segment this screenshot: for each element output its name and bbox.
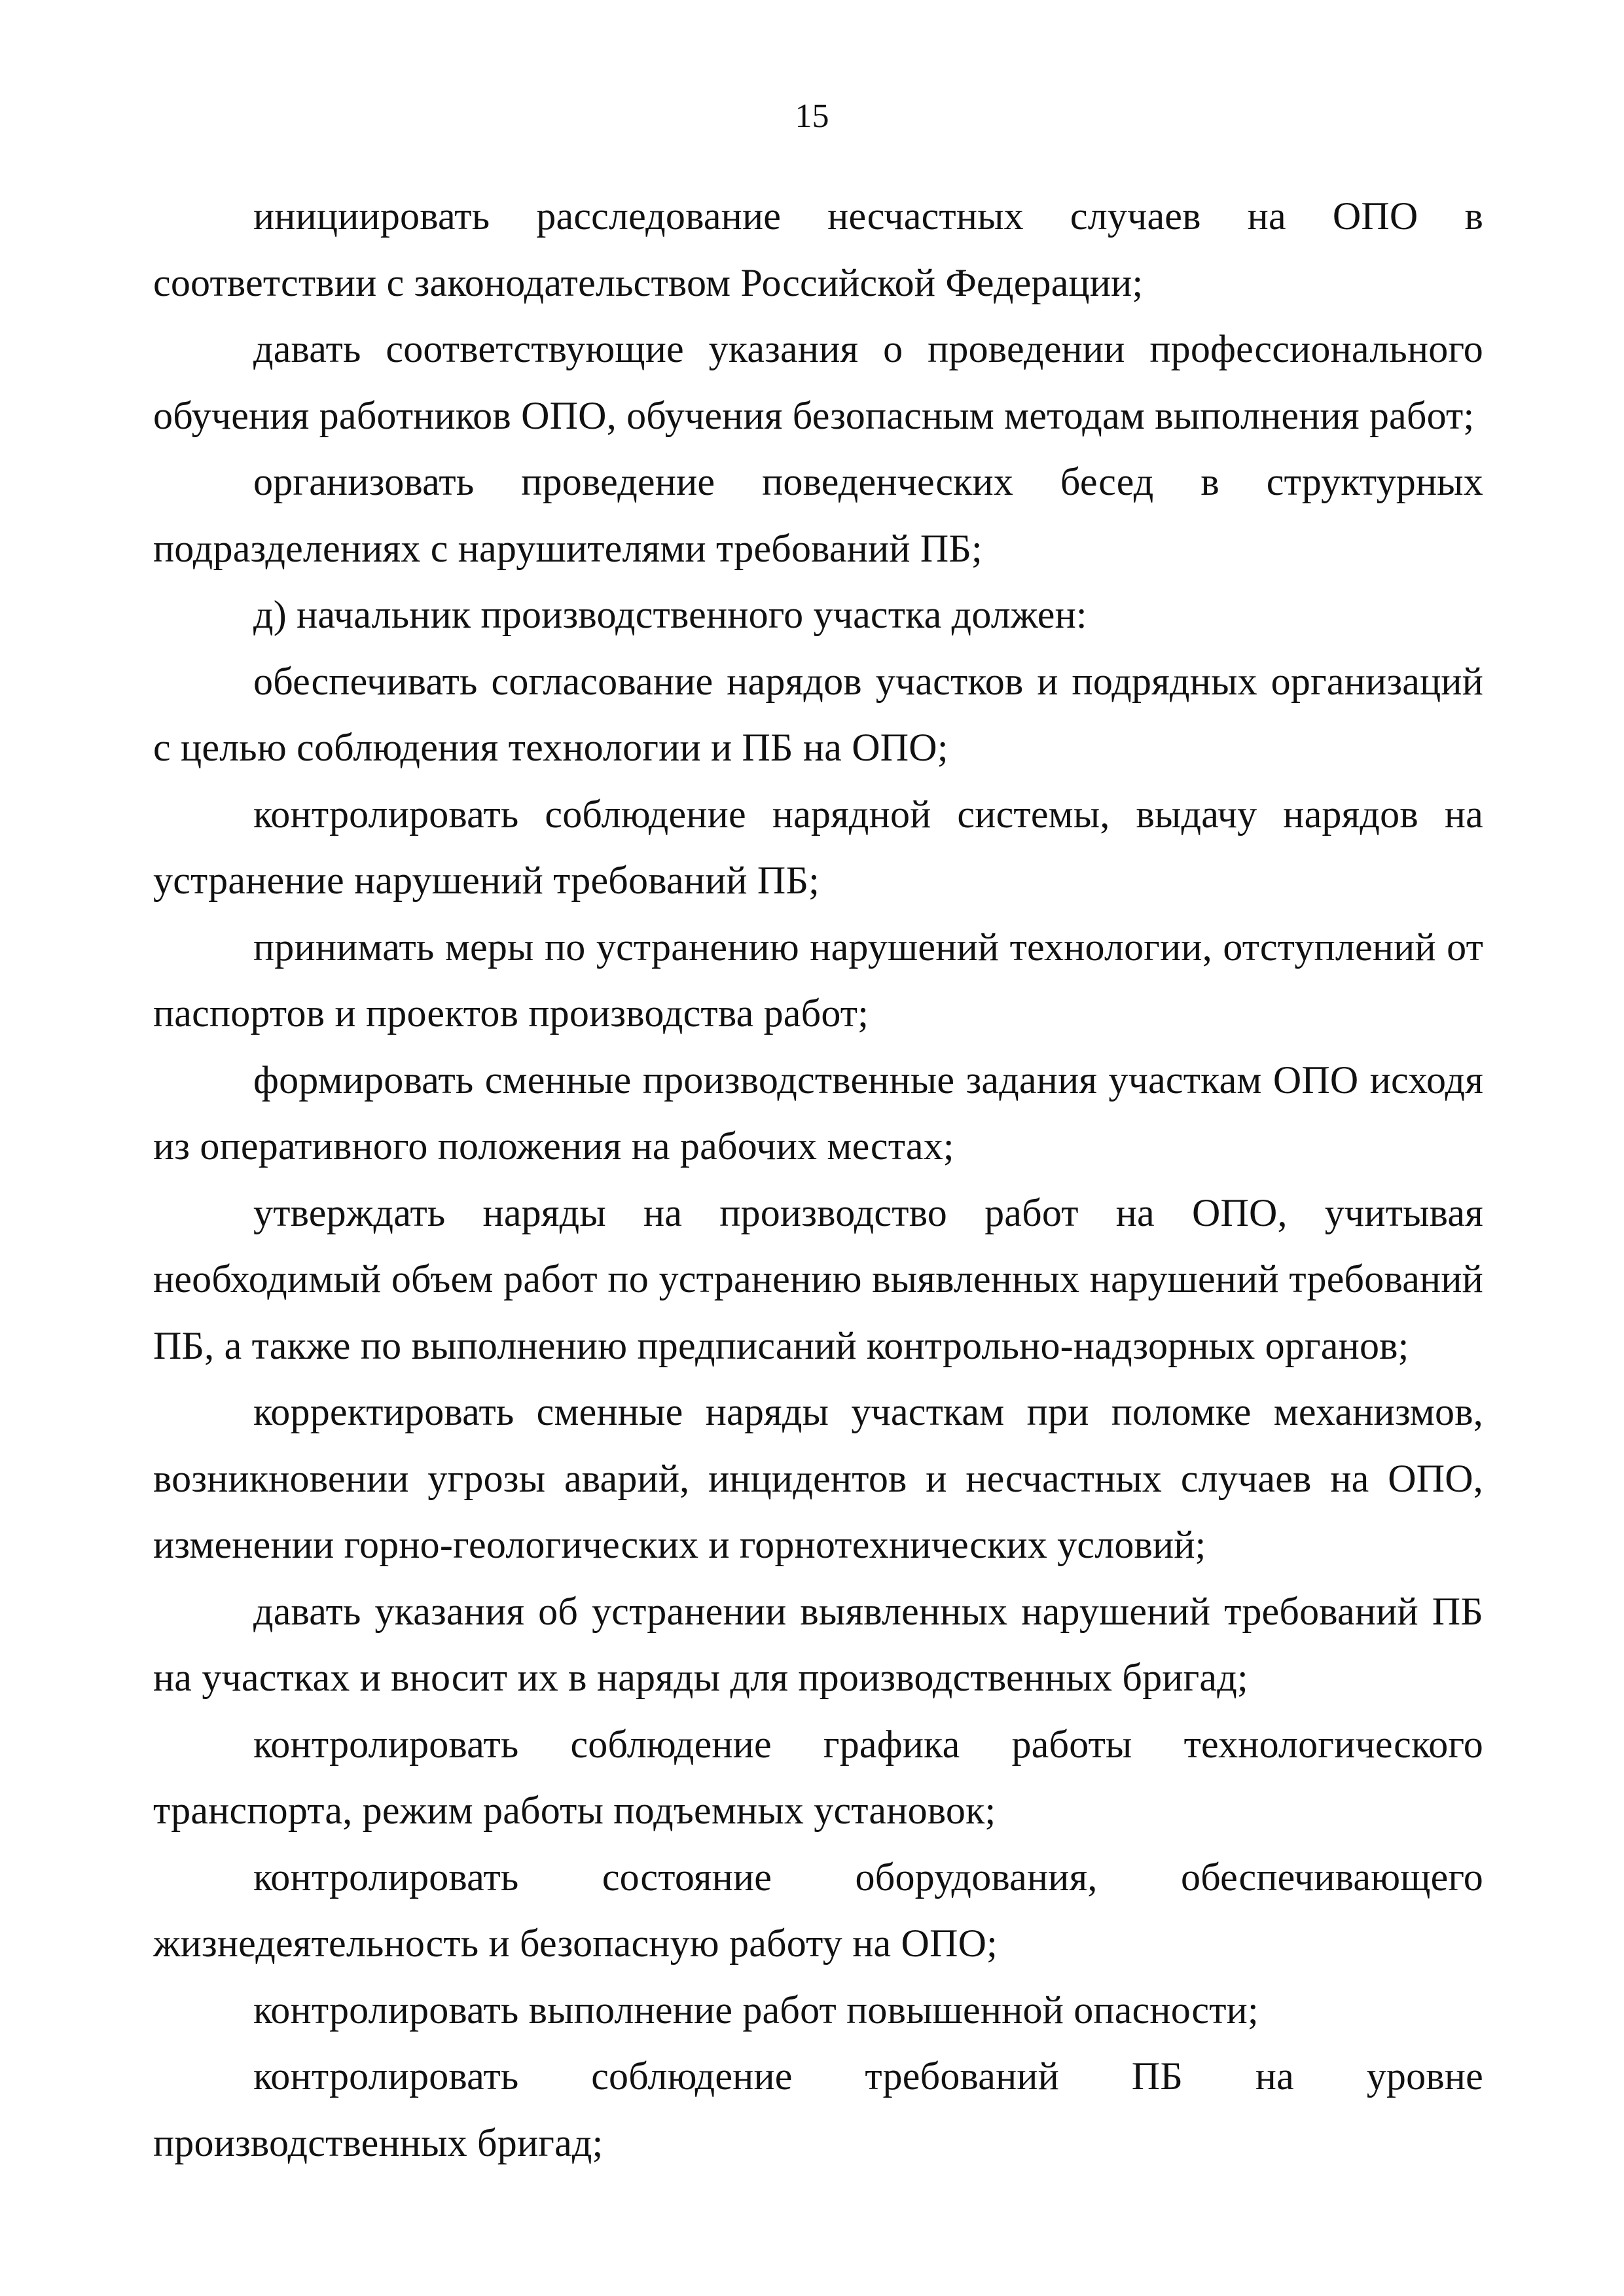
paragraph: давать указания об устранении выявленных нарушений требований ПБ на участках и вносит их в наряды для производственных бригад; <box>153 1589 1483 1699</box>
paragraph: утверждать наряды на производство работ на ОПО, учитывая необходимый объем работ по устранению выявленных нарушений требований ПБ, а также по выполнению предписаний контрольно-надзорных органов; <box>153 1191 1483 1367</box>
paragraph: формировать сменные производственные задания участкам ОПО исходя из оперативного положения на рабочих местах; <box>153 1058 1483 1168</box>
section-heading: д) начальник производственного участка должен: <box>253 593 1087 636</box>
paragraph: контролировать состояние оборудования, обеспечивающего жизнедеятельность и безопасную работу на ОПО; <box>153 1855 1483 1965</box>
document-body <box>153 183 1483 2176</box>
paragraph: контролировать выполнение работ повышенной опасности; <box>253 1988 1259 2032</box>
paragraph: корректировать сменные наряды участкам при поломке механизмов, возникновении угрозы аварий, инцидентов и несчастных случаев на ОПО, изменении горно-геологических и горнотехнических условий; <box>153 1390 1483 1566</box>
paragraph: организовать проведение поведенческих бесед в структурных подразделениях с нарушителями требований ПБ; <box>153 460 1483 570</box>
page-number: 15 <box>795 98 829 135</box>
paragraph: контролировать соблюдение нарядной системы, выдачу нарядов на устранение нарушений требований ПБ; <box>153 792 1483 902</box>
paragraph: давать соответствующие указания о проведении профессионального обучения работников ОПО, обучения безопасным методам выполнения работ; <box>153 327 1483 437</box>
paragraph: обеспечивать согласование нарядов участков и подрядных организаций с целью соблюдения технологии и ПБ на ОПО; <box>153 659 1483 769</box>
paragraph: принимать меры по устранению нарушений технологии, отступлений от паспортов и проектов производства работ; <box>153 925 1483 1035</box>
paragraph: контролировать соблюдение графика работы технологического транспорта, режим работы подъемных установок; <box>153 1722 1483 1832</box>
paragraph: контролировать соблюдение требований ПБ на уровне производственных бригад; <box>153 2054 1483 2164</box>
paragraph: инициировать расследование несчастных случаев на ОПО в соответствии с законодательством Российской Федерации; <box>153 194 1483 304</box>
